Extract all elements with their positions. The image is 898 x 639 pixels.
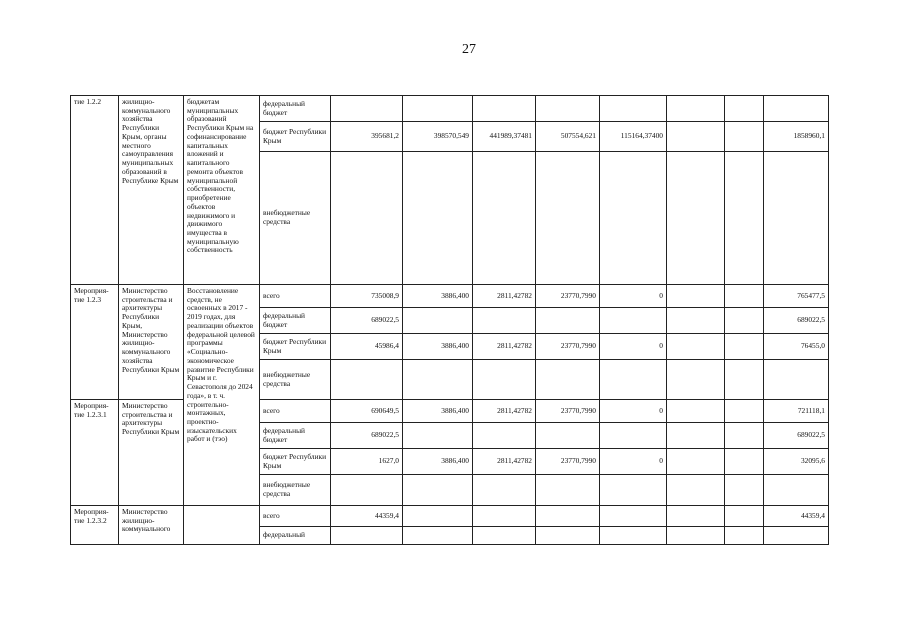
year-value (403, 475, 473, 506)
year-value: 0 (600, 334, 667, 360)
total-value: 721118,1 (764, 400, 829, 423)
year-value: 441989,37481 (473, 122, 536, 152)
year-value (667, 506, 725, 527)
year-value: 23770,7990 (536, 400, 600, 423)
funding-source: бюджет Республики Крым (260, 122, 331, 152)
year-value: 44359,4 (331, 506, 403, 527)
funding-source: внебюджетные средства (260, 475, 331, 506)
year-value (331, 96, 403, 122)
year-value: 395681,2 (331, 122, 403, 152)
year-value: 0 (600, 285, 667, 308)
year-value (667, 449, 725, 475)
year-value (403, 506, 473, 527)
table-row (71, 285, 829, 308)
year-value (725, 334, 764, 360)
year-value: 690649,5 (331, 400, 403, 423)
year-value: 3886,400 (403, 334, 473, 360)
year-value (536, 152, 600, 285)
year-value (600, 475, 667, 506)
year-value (667, 527, 725, 545)
year-value (667, 152, 725, 285)
total-value: 32095,6 (764, 449, 829, 475)
year-value (725, 308, 764, 334)
year-value (600, 423, 667, 449)
year-value (725, 360, 764, 400)
year-value (473, 423, 536, 449)
year-value (536, 527, 600, 545)
table-row (71, 96, 829, 122)
total-value: 76455,0 (764, 334, 829, 360)
year-value (403, 152, 473, 285)
year-value: 23770,7990 (536, 449, 600, 475)
year-value (600, 527, 667, 545)
year-value (600, 152, 667, 285)
year-value (667, 360, 725, 400)
year-value: 689022,5 (331, 423, 403, 449)
total-value: 689022,5 (764, 308, 829, 334)
year-value (667, 308, 725, 334)
measure-code: Мероприя-тие 1.2.3.2 (71, 506, 119, 545)
year-value (536, 423, 600, 449)
year-value: 1627,0 (331, 449, 403, 475)
funding-source: внебюджетные средства (260, 152, 331, 285)
year-value (536, 506, 600, 527)
year-value: 2811,42782 (473, 400, 536, 423)
funding-source: федеральный бюджет (260, 308, 331, 334)
year-value (473, 308, 536, 334)
year-value (725, 449, 764, 475)
year-value (403, 360, 473, 400)
year-value (331, 360, 403, 400)
year-value: 689022,5 (331, 308, 403, 334)
year-value (536, 308, 600, 334)
year-value (473, 152, 536, 285)
year-value (536, 475, 600, 506)
year-value (331, 527, 403, 545)
year-value (725, 285, 764, 308)
year-value (667, 475, 725, 506)
year-value (725, 122, 764, 152)
year-value: 2811,42782 (473, 449, 536, 475)
executor-cell: Министерство строительства и архитектуры Республики Крым, Министерство жилищно-коммунального хозяйства Республики Крым (119, 285, 184, 400)
funding-source: федеральный бюджет (260, 423, 331, 449)
year-value (667, 334, 725, 360)
funding-source: всего (260, 400, 331, 423)
year-value: 23770,7990 (536, 285, 600, 308)
year-value: 23770,7990 (536, 334, 600, 360)
total-value: 689022,5 (764, 423, 829, 449)
measure-code: Мероприя-тие 1.2.3.1 (71, 400, 119, 506)
measure-code: тие 1.2.2 (71, 96, 119, 285)
total-value: 44359,4 (764, 506, 829, 527)
total-value: 765477,5 (764, 285, 829, 308)
executor-cell: Министерство жилищно-коммунального (119, 506, 184, 545)
year-value (725, 152, 764, 285)
description-cell: Восстановление средств, не освоенных в 2017 - 2019 годах, для реализации объектов федеральной целевой программы «Социально-экономическое развитие Республики Крым и г. Севастополя до 2024 года», в т. ч. строительно-монтажных, проектно-изыскательских работ и (тэо) (184, 285, 260, 506)
total-value: 1858960,1 (764, 122, 829, 152)
year-value (473, 527, 536, 545)
year-value (667, 96, 725, 122)
year-value (331, 475, 403, 506)
year-value (331, 152, 403, 285)
year-value: 398570,549 (403, 122, 473, 152)
year-value: 2811,42782 (473, 285, 536, 308)
funding-source: федеральный (260, 527, 331, 545)
year-value (667, 285, 725, 308)
year-value (600, 308, 667, 334)
year-value (473, 96, 536, 122)
funding-source: бюджет Республики Крым (260, 334, 331, 360)
year-value (725, 96, 764, 122)
table-row (71, 506, 829, 527)
year-value: 0 (600, 400, 667, 423)
executor-cell: жилищно-коммунального хозяйства Республики Крым, органы местного самоуправления муниципальных образований в Республике Крым (119, 96, 184, 285)
measure-code: Мероприя-тие 1.2.3 (71, 285, 119, 400)
year-value: 3886,400 (403, 449, 473, 475)
year-value (403, 527, 473, 545)
funding-source: всего (260, 285, 331, 308)
year-value (403, 423, 473, 449)
year-value (725, 527, 764, 545)
funding-source: бюджет Республики Крым (260, 449, 331, 475)
year-value (536, 360, 600, 400)
year-value (667, 400, 725, 423)
year-value (403, 96, 473, 122)
funding-source: всего (260, 506, 331, 527)
total-value (764, 96, 829, 122)
funding-source: внебюджетные средства (260, 360, 331, 400)
year-value (667, 423, 725, 449)
funding-source: федеральный бюджет (260, 96, 331, 122)
year-value (725, 475, 764, 506)
year-value: 115164,37400 (600, 122, 667, 152)
executor-cell: Министерство строительства и архитектуры Республики Крым (119, 400, 184, 506)
total-value (764, 475, 829, 506)
year-value: 735008,9 (331, 285, 403, 308)
year-value (725, 506, 764, 527)
year-value (600, 96, 667, 122)
year-value (600, 506, 667, 527)
budget-table (70, 95, 829, 545)
year-value (725, 423, 764, 449)
year-value (725, 400, 764, 423)
year-value: 45986,4 (331, 334, 403, 360)
year-value: 3886,400 (403, 285, 473, 308)
total-value (764, 527, 829, 545)
year-value (600, 360, 667, 400)
year-value (473, 475, 536, 506)
year-value: 3886,400 (403, 400, 473, 423)
total-value (764, 360, 829, 400)
description-cell: бюджетам муниципальных образований Республики Крым на софинансирование капитальных вложений и капитального ремонта объектов муниципальной собственности, приобретение объектов недвижимого и движимого имущества в муниципальную собственность (184, 96, 260, 285)
year-value (403, 308, 473, 334)
year-value: 2811,42782 (473, 334, 536, 360)
year-value (473, 360, 536, 400)
description-cell (184, 506, 260, 545)
year-value: 507554,621 (536, 122, 600, 152)
year-value (536, 96, 600, 122)
year-value (667, 122, 725, 152)
year-value: 0 (600, 449, 667, 475)
page-number: 27 (462, 42, 476, 57)
total-value (764, 152, 829, 285)
year-value (473, 506, 536, 527)
